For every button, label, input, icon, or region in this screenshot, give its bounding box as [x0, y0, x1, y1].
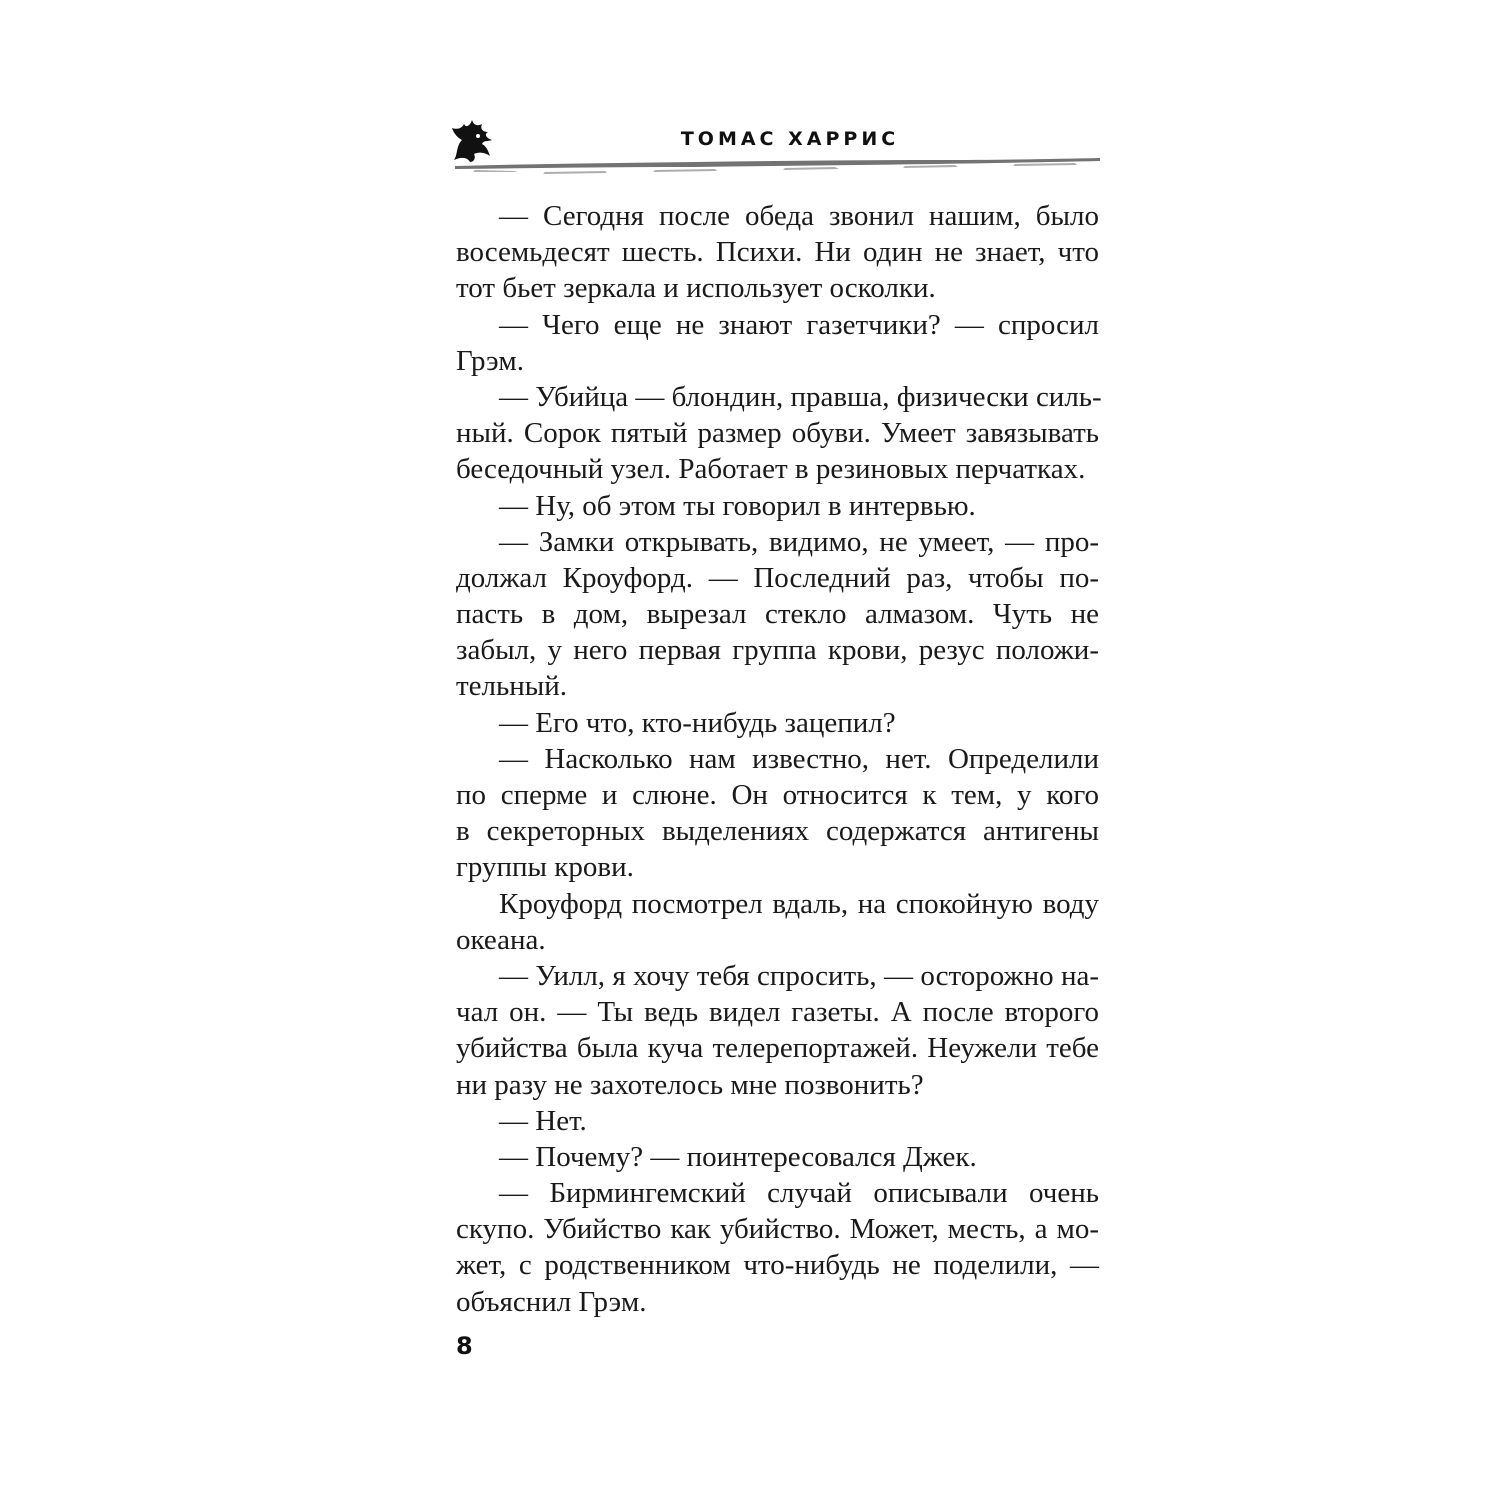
text-line: забыл, у него первая группа крови, резус положи-: [456, 634, 1099, 667]
text-line: — Замки открывать, видимо, не умеет, — про-: [499, 525, 1099, 558]
text-line: должал Кроуфорд. — Последний раз, чтобы по-: [456, 561, 1099, 594]
text-line: — Уилл, я хочу тебя спросить, — осторожно на-: [499, 959, 1099, 992]
text-line: чал он. — Ты ведь видел газеты. А после второго: [456, 996, 1099, 1029]
text-line: тот бьет зеркала и использует осколки.: [456, 272, 936, 305]
body-text: [456, 198, 1102, 1320]
page-number: 8: [456, 1332, 473, 1360]
text-line: объяснил Грэм.: [456, 1285, 647, 1318]
text-line: — Нет.: [499, 1104, 587, 1137]
text-line: жет, с родственником что-нибудь не поделили, —: [456, 1249, 1099, 1282]
text-line: — Чего еще не знают газетчики? — спросил: [499, 308, 1099, 341]
text-line: восемьдесят шесть. Психи. Ни один не знает, что: [456, 236, 1099, 269]
text-line: — Убийца — блондин, правша, физически силь-: [499, 380, 1102, 413]
text-line: ный. Сорок пятый размер обуви. Умеет завязывать: [456, 417, 1099, 450]
text-line: убийства была куча телерепортажей. Неужели тебе: [456, 1032, 1099, 1065]
text-line: тельный.: [456, 670, 568, 703]
text-line: группы крови.: [456, 851, 634, 884]
header-brush-rule: [455, 154, 1100, 176]
text-line: скупо. Убийство как убийство. Может, месть, а мо-: [456, 1213, 1099, 1246]
text-line: ни разу не захотелось мне позвонить?: [456, 1068, 924, 1101]
text-line: по сперме и слюне. Он относится к тем, у кого: [456, 779, 1099, 811]
text-line: Кроуфорд посмотрел вдаль, на спокойную воду: [499, 887, 1099, 920]
text-line: — Его что, кто-нибудь зацепил?: [499, 706, 896, 739]
text-line: — Насколько нам известно, нет. Определили: [499, 742, 1099, 775]
text-line: — Сегодня после обеда звонил нашим, было: [499, 200, 1099, 232]
text-line: Грэм.: [456, 344, 524, 377]
text-line: — Бирмингемский случай описывали очень: [499, 1177, 1099, 1210]
text-line: — Почему? — поинтересовался Джек.: [499, 1140, 977, 1173]
text-line: беседочный узел. Работает в резиновых перчатках.: [456, 453, 1086, 486]
text-line: пасть в дом, вырезал стекло алмазом. Чуть не: [456, 598, 1099, 631]
text-line: океана.: [456, 923, 546, 956]
running-header-author: ТОМАС ХАРРИС: [680, 128, 900, 150]
text-line: — Ну, об этом ты говорил в интервью.: [499, 489, 976, 522]
text-line: в секреторных выделениях содержатся антигены: [456, 815, 1099, 848]
